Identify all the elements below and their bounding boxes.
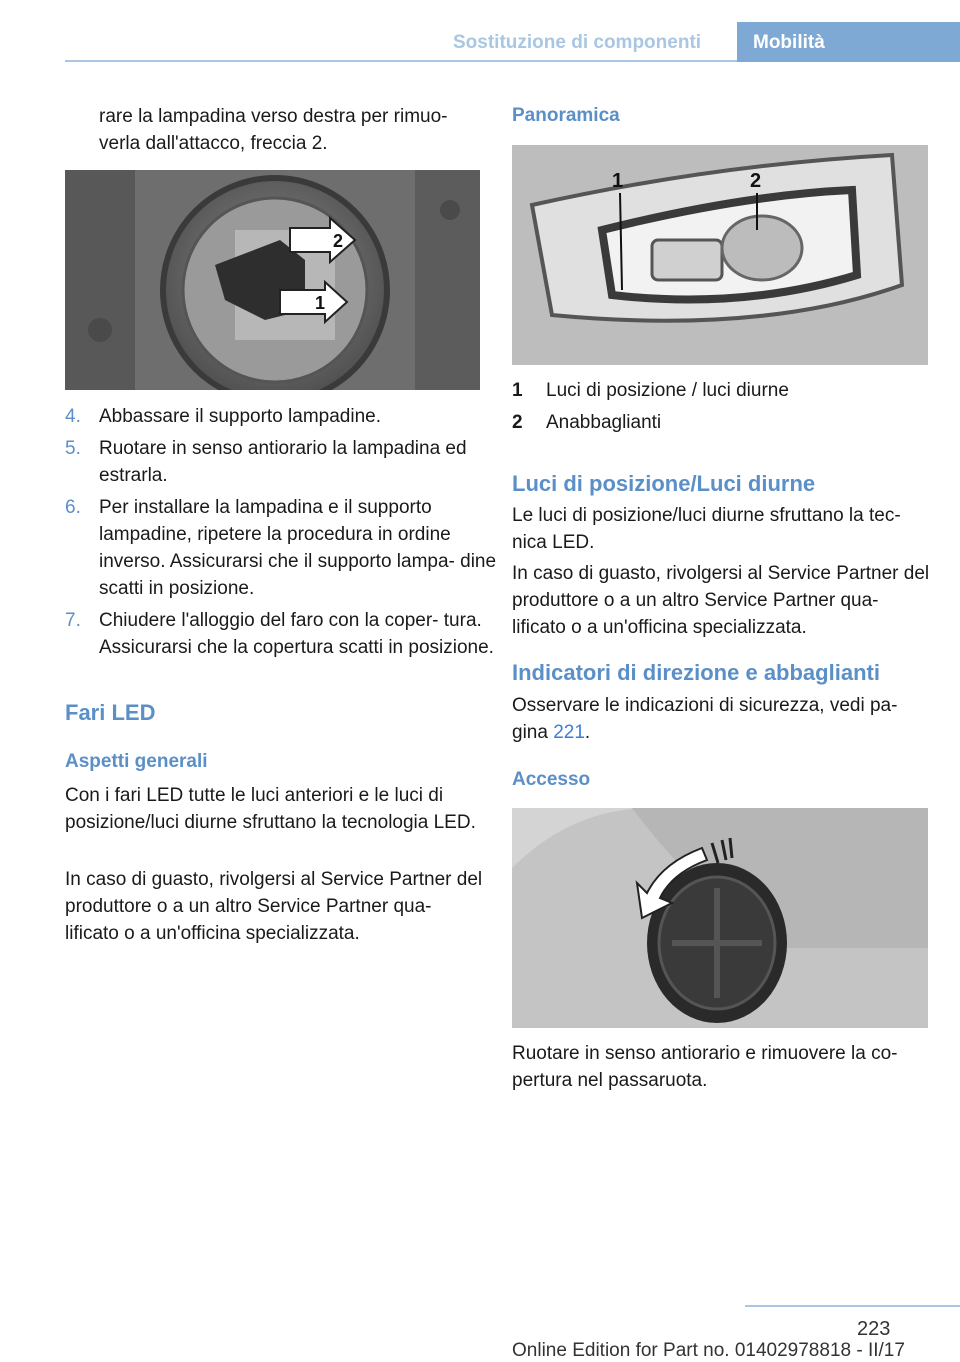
legend-value: Anabbaglianti xyxy=(546,412,662,433)
heading-fari-led: Fari LED xyxy=(65,700,156,725)
step-number: 4. xyxy=(65,406,81,427)
figure2-label-2: 2 xyxy=(750,170,762,192)
wheel-arch-figure xyxy=(512,808,928,1028)
headlight-overview-figure xyxy=(512,145,928,365)
legend-row-1 xyxy=(512,377,930,404)
access-paragraph: Ruotare in senso antiorario e rimuovere la co- pertura nel passaruota. xyxy=(512,1043,898,1091)
wheel-arch-illustration xyxy=(512,808,928,1028)
chapter-tab: Mobilità xyxy=(737,22,960,62)
header-rule xyxy=(65,60,737,62)
led-fault-paragraph: In caso di guasto, rivolgersi al Service Partner del produttore o a un altro Service Partner qua- lificato o a un'officina specializzata. xyxy=(65,869,483,944)
page-header xyxy=(0,0,960,62)
legend-key: 2 xyxy=(512,412,523,433)
section-title: Sostituzione di componenti xyxy=(453,32,702,53)
step-5 xyxy=(65,435,517,489)
step-number: 5. xyxy=(65,438,81,459)
step-text: Per installare la lampadina e il supporto lampadine, ripetere la procedura in ordine inverso. Assicurarsi che il supporto lampa- dine scatti in posizione. xyxy=(99,497,497,599)
figure1-label-2: 2 xyxy=(333,231,344,251)
footer-rule xyxy=(745,1305,960,1307)
step-text: Ruotare in senso antiorario la lampadina ed estrarla. xyxy=(99,438,467,486)
subheading-aspetti-generali: Aspetti generali xyxy=(65,751,208,772)
legend-row-2 xyxy=(512,409,930,436)
step-text: Abbassare il supporto lampadine. xyxy=(99,406,382,427)
page-number: 223 xyxy=(857,1318,891,1340)
bulb-removal-illustration xyxy=(65,170,480,390)
heading-indicatori: Indicatori di direzione e abbaglianti xyxy=(512,660,880,685)
subheading-accesso: Accesso xyxy=(512,769,591,790)
legend-key: 1 xyxy=(512,380,523,401)
drl-fault-paragraph: In caso di guasto, rivolgersi al Service Partner del produttore o a un altro Service Partner qua- lificato o a un'officina specializzata. xyxy=(512,563,930,638)
heading-luci-posizione: Luci di posizione/Luci diurne xyxy=(512,471,816,496)
bulb-removal-figure xyxy=(65,170,480,390)
step-number: 6. xyxy=(65,497,81,518)
step-text: Chiudere l'alloggio del faro con la coper- tura. Assicurarsi che la copertura scatti in posizione. xyxy=(99,610,494,658)
safety-text-end: . xyxy=(584,722,591,743)
headlight-illustration xyxy=(512,145,928,365)
safety-paragraph xyxy=(512,692,930,746)
step-7 xyxy=(65,607,517,661)
led-paragraph: Con i fari LED tutte le luci anteriori e le luci di posizione/luci diurne sfruttano la tecnologia LED. xyxy=(65,785,476,833)
step-4 xyxy=(65,403,517,430)
intro-text: rare la lampadina verso destra per rimuo- verla dall'attacco, freccia 2. xyxy=(99,106,448,154)
safety-text: Osservare le indicazioni di sicurezza, vedi pa- gina xyxy=(512,695,898,743)
figure1-label-1: 1 xyxy=(315,293,326,313)
edition-footer: Online Edition for Part no. 01402978818 - II/17 xyxy=(512,1340,905,1361)
drl-paragraph: Le luci di posizione/luci diurne sfruttano la tec- nica LED. xyxy=(512,505,901,553)
figure2-label-1: 1 xyxy=(612,170,624,192)
step-6 xyxy=(65,494,517,602)
legend-value: Luci di posizione / luci diurne xyxy=(546,380,789,401)
subheading-panoramica: Panoramica xyxy=(512,105,620,126)
page-link-221[interactable]: 221 xyxy=(553,722,585,743)
step-number: 7. xyxy=(65,610,81,631)
